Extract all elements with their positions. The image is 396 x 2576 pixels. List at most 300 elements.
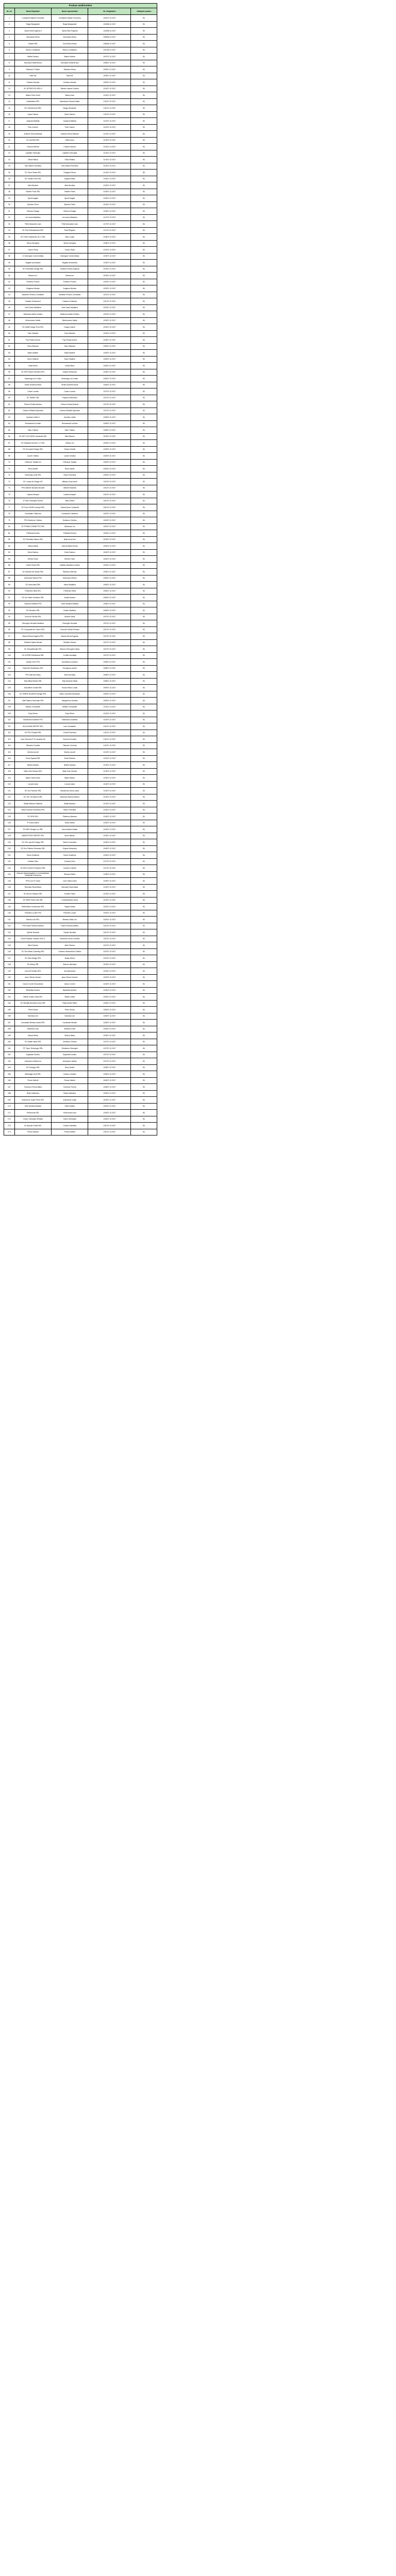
- cell-categorie: B1: [131, 755, 157, 762]
- cell-reprezentant: Fasberr Pavel: [52, 189, 88, 195]
- table-row: [4, 118, 157, 125]
- table-row: [4, 826, 157, 833]
- cell-categorie: B1: [131, 279, 157, 285]
- cell-categorie: B1: [131, 54, 157, 60]
- registry-table: [4, 3, 157, 1136]
- cell-reprezentant: Ganea Anca Constanta: [52, 504, 88, 511]
- table-row: [4, 350, 157, 357]
- table-row: [4, 92, 157, 99]
- table-row: [4, 285, 157, 292]
- cell-expositor: Lastafilu Gheorghe: [14, 150, 51, 157]
- cell-reprezentant: Oianu Laurentiu Alexandru: [52, 691, 88, 698]
- cell-expositor: SC Elit Product Solutions SRL: [14, 369, 51, 376]
- table-row: [4, 974, 157, 981]
- cell-nr: 104: [4, 678, 15, 685]
- cell-inregistrare: 1/17/07.12.2017: [88, 227, 131, 234]
- cell-categorie: B1: [131, 826, 157, 833]
- table-row: [4, 324, 157, 331]
- cell-reprezentant: Gheorghe Cornel Artista: [52, 253, 88, 260]
- cell-reprezentant: Gheorghe Nicoleta: [52, 620, 88, 627]
- cell-reprezentant: Rusu Andrei: [52, 1064, 88, 1071]
- cell-expositor: Costel Smart SRL: [14, 562, 51, 569]
- cell-expositor: Anghelat Dumitru: [14, 1052, 51, 1058]
- cell-categorie: B1: [131, 201, 157, 208]
- cell-categorie: B1: [131, 775, 157, 782]
- cell-reprezentant: Prebruncat Ionel: [52, 1110, 88, 1116]
- cell-inregistrare: 1/13/07.12.2017: [88, 144, 131, 150]
- cell-inregistrare: 1/12/07.12.2017: [88, 124, 131, 131]
- cell-reprezentant: Ghemuar Tarsala: [52, 459, 88, 466]
- cell-inregistrare: 1/12/07.12.2017: [88, 131, 131, 138]
- cell-expositor: SC Print in Afaceresc SU 1 SRL: [14, 234, 51, 241]
- cell-reprezentant: Fatu Gabriela: [52, 330, 88, 337]
- cell-nr: 86: [4, 562, 15, 569]
- cell-nr: 61: [4, 401, 15, 408]
- cell-inregistrare: 1/26/07.12.2017: [88, 1013, 131, 1020]
- table-row: [4, 47, 157, 54]
- cell-expositor: SC Chic and Art Design SRL: [14, 839, 51, 846]
- cell-nr: 105: [4, 685, 15, 691]
- cell-reprezentant: Iancu Elena Carmen: [52, 974, 88, 981]
- cell-inregistrare: 1/25/07.12.2017: [88, 1000, 131, 1007]
- cell-expositor: SC Yes You Bianca SRL: [14, 794, 51, 801]
- cell-categorie: B1: [131, 523, 157, 530]
- cell-nr: 15: [4, 105, 15, 112]
- cell-nr: 44: [4, 292, 15, 298]
- cell-categorie: B1: [131, 485, 157, 492]
- table-row: [4, 575, 157, 582]
- cell-inregistrare: 1/25/07.12.2017: [88, 994, 131, 1001]
- cell-nr: 24: [4, 163, 15, 170]
- cell-inregistrare: 1/30/07.12.2017: [88, 453, 131, 460]
- table-row: [4, 845, 157, 852]
- cell-inregistrare: 1/31/07.12.2017: [88, 485, 131, 492]
- cell-nr: 163: [4, 1058, 15, 1065]
- cell-reprezentant: Stanciu Gheorghe Liliana: [52, 646, 88, 653]
- cell-nr: 47: [4, 311, 15, 318]
- table-row: [4, 485, 157, 492]
- cell-categorie: B1: [131, 28, 157, 35]
- cell-reprezentant: Cheenu Mihaela Sperante: [52, 408, 88, 414]
- table-row: [4, 157, 157, 163]
- cell-nr: 82: [4, 536, 15, 543]
- cell-expositor: Mortorusanu Vasile: [14, 317, 51, 324]
- cell-categorie: B1: [131, 871, 157, 878]
- cell-inregistrare: 1/19/07.12.2017: [88, 266, 131, 273]
- cell-inregistrare: 1/15/07.12.2017: [88, 820, 131, 826]
- cell-categorie: B1: [131, 904, 157, 910]
- cell-reprezentant: Draginca Nicolae: [52, 285, 88, 292]
- cell-inregistrare: 1/31/07.12.2017: [88, 1129, 131, 1136]
- cell-reprezentant: Georgescu Andrei: [52, 665, 88, 672]
- cell-reprezentant: Olivia Platica: [52, 157, 88, 163]
- cell-nr: 54: [4, 356, 15, 363]
- cell-inregistrare: 1/14/07.12.2017: [88, 788, 131, 794]
- table-row: [4, 337, 157, 344]
- table-row: [4, 897, 157, 904]
- cell-categorie: B1: [131, 1007, 157, 1013]
- cell-nr: 173: [4, 1123, 15, 1129]
- cell-inregistrare: 1/16/07.12.2017: [88, 839, 131, 846]
- cell-reprezentant: Popescu Alexandru: [52, 395, 88, 401]
- table-row: [4, 247, 157, 253]
- cell-categorie: B1: [131, 1090, 157, 1097]
- cell-inregistrare: 1/16/07.12.2017: [88, 195, 131, 202]
- cell-expositor: Ghiorinag Liviuti SRL: [14, 472, 51, 479]
- cell-categorie: B1: [131, 311, 157, 318]
- cell-reprezentant: Sandu Florentina: [52, 839, 88, 846]
- cell-expositor: SC ANC Events Production SRL: [14, 865, 51, 872]
- cell-nr: 12: [4, 86, 15, 92]
- cell-nr: 109: [4, 710, 15, 717]
- cell-inregistrare: 1/27/07.12.2017: [88, 1052, 131, 1058]
- cell-expositor: Olivia Platica: [14, 157, 51, 163]
- cell-inregistrare: 1/26/07.12.2017: [88, 382, 131, 388]
- cell-inregistrare: 1/27/07.12.2017: [88, 408, 131, 414]
- cell-nr: 136: [4, 884, 15, 891]
- cell-inregistrare: 1/27/07.12.2017: [88, 401, 131, 408]
- cell-expositor: SC Dukesin Art Studio SRL: [14, 569, 51, 575]
- cell-nr: 38: [4, 253, 15, 260]
- table-row: [4, 814, 157, 820]
- cell-expositor: Stan Cristina: [14, 427, 51, 434]
- table-row: [4, 981, 157, 988]
- table-row: [4, 730, 157, 736]
- column-header-categorie: Categorie produs: [131, 8, 157, 15]
- cell-nr: 95: [4, 620, 15, 627]
- cell-categorie: B1: [131, 395, 157, 401]
- cell-expositor: IF Stan Gheorghe Dorina: [14, 498, 51, 504]
- cell-categorie: B1: [131, 195, 157, 202]
- cell-categorie: B1: [131, 1052, 157, 1058]
- cell-inregistrare: 1/19/07.12.2017: [88, 884, 131, 891]
- cell-expositor: Buscaru Maurecegatirio si Comercializare Traditional Romanesc: [14, 871, 51, 878]
- cell-categorie: B1: [131, 60, 157, 66]
- cell-expositor: Opriste Nicoleta: [14, 929, 51, 936]
- cell-categorie: B1: [131, 955, 157, 962]
- cell-inregistrare: 1/27/07.12.2017: [88, 388, 131, 395]
- cell-nr: 129: [4, 839, 15, 846]
- cell-categorie: B1: [131, 1129, 157, 1136]
- cell-reprezentant: Pribeteali Dorina: [52, 530, 88, 537]
- cell-expositor: SC Compania Art Cosmo SRL: [14, 626, 51, 633]
- cell-inregistrare: 1/09/07.12.2017: [88, 79, 131, 86]
- cell-expositor: Fasberr Food SRL: [14, 189, 51, 195]
- table-row: [4, 582, 157, 588]
- cell-reprezentant: Manea Elena Eugenia: [52, 633, 88, 640]
- cell-reprezentant: Vioel Oana Madalina: [52, 304, 88, 311]
- cell-inregistrare: 1/20/07.12.2017: [88, 279, 131, 285]
- cell-categorie: B1: [131, 717, 157, 723]
- cell-reprezentant: Cumfire Ansiadja: [52, 652, 88, 659]
- cell-inregistrare: 1/11/07.12.2017: [88, 742, 131, 749]
- cell-reprezentant: Anghel Diana: [52, 176, 88, 182]
- table-row: [4, 987, 157, 994]
- table-row: [4, 768, 157, 775]
- cell-inregistrare: 1/18/07.12.2017: [88, 240, 131, 247]
- cell-expositor: Mate Clarr Monica SRL: [14, 768, 51, 775]
- cell-expositor: Bolea Valentina: [14, 1090, 51, 1097]
- cell-expositor: PFA Valentin Nicoleta Nicolae: [14, 485, 51, 492]
- cell-expositor: SC Mondere SRL: [14, 607, 51, 614]
- cell-expositor: PFA Popa Puneuta Adriana: [14, 923, 51, 929]
- cell-reprezentant: Lastafilu Gheorghe: [52, 150, 88, 157]
- cell-categorie: B1: [131, 47, 157, 54]
- cell-expositor: Petru Sorina: [14, 1007, 51, 1013]
- table-row: [4, 749, 157, 756]
- cell-inregistrare: 1/06/07.12.2017: [88, 595, 131, 601]
- cell-expositor: Laurer Cristina: [14, 453, 51, 460]
- cell-expositor: Antonache Jorge Pedro SRL: [14, 1097, 51, 1104]
- cell-reprezentant: Tertan Andreea Elena: [52, 382, 88, 388]
- cell-categorie: B1: [131, 1097, 157, 1104]
- header-row: [4, 8, 157, 15]
- cell-nr: 121: [4, 788, 15, 794]
- cell-nr: 7: [4, 54, 15, 60]
- cell-nr: 165: [4, 1071, 15, 1078]
- cell-expositor: Cancu Paula: [14, 247, 51, 253]
- cell-expositor: Surdu Ecaterina: [14, 852, 51, 859]
- cell-reprezentant: Mocanescu Ianos Laura: [52, 788, 88, 794]
- cell-expositor: Castano Ecaterina II: [14, 298, 51, 305]
- cell-reprezentant: Cesar Lucreta: [52, 388, 88, 395]
- cell-expositor: Ardeche Elena Mihaela: [14, 131, 51, 138]
- cell-expositor: Olaf Galiano Desenatu SRL: [14, 698, 51, 704]
- table-row: [4, 1032, 157, 1039]
- cell-inregistrare: 1/18/07.12.2017: [88, 878, 131, 885]
- cell-inregistrare: 1/07/07.12.2017: [88, 646, 131, 653]
- cell-nr: 111: [4, 723, 15, 730]
- table-row: [4, 304, 157, 311]
- cell-reprezentant: Grigore Alexandra: [52, 369, 88, 376]
- cell-reprezentant: Albul Dobrea: [52, 942, 88, 949]
- cell-inregistrare: 1/21/07.12.2017: [88, 923, 131, 929]
- cell-inregistrare: 1/16/07.12.2017: [88, 845, 131, 852]
- cell-expositor: Aurelian Letitia II: [14, 414, 51, 421]
- cell-categorie: B1: [131, 124, 157, 131]
- cell-inregistrare: 1/02/07.12.2017: [88, 523, 131, 530]
- cell-reprezentant: Spurit Angela: [52, 195, 88, 202]
- table-row: [4, 601, 157, 607]
- cell-expositor: SC Porcu DINN Concept SRL: [14, 504, 51, 511]
- table-row: [4, 1020, 157, 1026]
- cell-reprezentant: Anghelat Dumitru: [52, 1052, 88, 1058]
- cell-expositor: SC GrinGrinCola SRL: [14, 105, 51, 112]
- cell-inregistrare: 1/28/07.12.2017: [88, 427, 131, 434]
- cell-categorie: B1: [131, 182, 157, 189]
- cell-expositor: Pulu Cosmin: [14, 124, 51, 131]
- cell-expositor: Acasava Matilda: [14, 118, 51, 125]
- cell-nr: 172: [4, 1116, 15, 1123]
- cell-categorie: B1: [131, 41, 157, 47]
- cell-categorie: B1: [131, 749, 157, 756]
- table-row: [4, 201, 157, 208]
- cell-nr: 36: [4, 240, 15, 247]
- cell-nr: 144: [4, 936, 15, 942]
- cell-nr: 147: [4, 955, 15, 962]
- cell-categorie: B1: [131, 994, 157, 1001]
- cell-expositor: Dinescu Dinaga: [14, 208, 51, 215]
- cell-inregistrare: 1/23/07.12.2017: [88, 961, 131, 968]
- cell-inregistrare: 1/27/07.12.2017: [88, 1045, 131, 1052]
- cell-nr: 134: [4, 871, 15, 878]
- cell-categorie: B1: [131, 543, 157, 550]
- cell-categorie: B1: [131, 582, 157, 588]
- cell-reprezentant: Morosanu Mihai Bruna: [52, 60, 88, 66]
- cell-inregistrare: 1/21/07.12.2017: [88, 292, 131, 298]
- cell-reprezentant: Morina Jucrolf: [52, 749, 88, 756]
- table-row: [4, 1007, 157, 1013]
- cell-reprezentant: Radu Andrei Mihai: [52, 1000, 88, 1007]
- cell-expositor: Wascu Panu Dorel: [14, 92, 51, 99]
- table-row: [4, 227, 157, 234]
- cell-categorie: B1: [131, 723, 157, 730]
- cell-inregistrare: 1/30/07.12.2017: [88, 1116, 131, 1123]
- cell-reprezentant: Opriste Nicoleta: [52, 929, 88, 936]
- cell-categorie: B1: [131, 98, 157, 105]
- cell-categorie: B1: [131, 917, 157, 923]
- cell-reprezentant: Wascu Ioan: [52, 92, 88, 99]
- cell-expositor: SC Hoverdale Design SRL: [14, 266, 51, 273]
- cell-inregistrare: 1/25/07.12.2017: [88, 337, 131, 344]
- cell-inregistrare: 1/31/07.12.2017: [88, 1123, 131, 1129]
- cell-categorie: B1: [131, 240, 157, 247]
- cell-reprezentant: Cracovin Mirela Floriana: [52, 626, 88, 633]
- cell-inregistrare: 1/01/07.12.2017: [88, 498, 131, 504]
- cell-inregistrare: 1/24/07.12.2017: [88, 324, 131, 331]
- cell-inregistrare: 1/27/07.12.2017: [88, 1039, 131, 1045]
- cell-inregistrare: 1/30/07.12.2017: [88, 1110, 131, 1116]
- cell-categorie: B1: [131, 1026, 157, 1032]
- cell-expositor: SC ESPREI Intellectual SRL: [14, 652, 51, 659]
- cell-nr: 16: [4, 111, 15, 118]
- cell-inregistrare: 1/24/07.12.2017: [88, 981, 131, 988]
- cell-inregistrare: 1/02/07.12.2017: [88, 15, 131, 22]
- cell-inregistrare: 1/10/07.12.2017: [88, 710, 131, 717]
- cell-reprezentant: Mihail Adeluna: [52, 801, 88, 807]
- cell-categorie: B1: [131, 1013, 157, 1020]
- cell-nr: 65: [4, 427, 15, 434]
- cell-inregistrare: 1/19/07.12.2017: [88, 897, 131, 904]
- cell-categorie: B1: [131, 118, 157, 125]
- cell-nr: 18: [4, 124, 15, 131]
- spreadsheet: [4, 0, 157, 1136]
- table-row: [4, 317, 157, 324]
- table-row: [4, 762, 157, 769]
- cell-nr: 99: [4, 646, 15, 653]
- cell-inregistrare: 1/16/07.12.2017: [88, 852, 131, 859]
- cell-reprezentant: Ciobanu Alexandrina Cristina: [52, 948, 88, 955]
- table-row: [4, 498, 157, 504]
- cell-inregistrare: 1/17/07.12.2017: [88, 865, 131, 872]
- cell-nr: 126: [4, 820, 15, 826]
- cell-categorie: B1: [131, 1123, 157, 1129]
- table-row: [4, 1103, 157, 1110]
- cell-categorie: B1: [131, 736, 157, 743]
- cell-reprezentant: Stan Cristina: [52, 427, 88, 434]
- table-row: [4, 1013, 157, 1020]
- cell-categorie: B1: [131, 1032, 157, 1039]
- cell-nr: 5: [4, 41, 15, 47]
- table-row: [4, 150, 157, 157]
- cell-expositor: Babei Cristi Ducan: [14, 775, 51, 782]
- cell-nr: 168: [4, 1090, 15, 1097]
- cell-nr: 41: [4, 273, 15, 279]
- cell-inregistrare: 1/11/07.12.2017: [88, 98, 131, 105]
- table-row: [4, 60, 157, 66]
- cell-nr: 11: [4, 79, 15, 86]
- cell-nr: 56: [4, 369, 15, 376]
- cell-reprezentant: Pangarof Elena: [52, 170, 88, 176]
- cell-categorie: B1: [131, 504, 157, 511]
- cell-categorie: B1: [131, 633, 157, 640]
- cell-nr: 164: [4, 1064, 15, 1071]
- cell-inregistrare: 1/20/07.12.2017: [88, 904, 131, 910]
- table-row: [4, 459, 157, 466]
- cell-nr: 6: [4, 47, 15, 54]
- cell-nr: 76: [4, 498, 15, 504]
- table-row: [4, 376, 157, 382]
- cell-reprezentant: Berbecu Radu Ion: [52, 917, 88, 923]
- cell-reprezentant: Lalarea Amayet: [52, 492, 88, 498]
- cell-nr: 58: [4, 382, 15, 388]
- cell-nr: 116: [4, 755, 15, 762]
- cell-inregistrare: 1/14/07.12.2017: [88, 794, 131, 801]
- cell-expositor: ABAPA PROD IMPORT SRL: [14, 833, 51, 839]
- cell-reprezentant: Ianos Marian Adrian: [52, 826, 88, 833]
- cell-categorie: B1: [131, 440, 157, 447]
- table-row: [4, 672, 157, 679]
- cell-reprezentant: Cracium Mircea: [52, 144, 88, 150]
- cell-expositor: SC Golden Flow SRL: [14, 176, 51, 182]
- cell-reprezentant: Slavuteanu Eduard Sabin: [52, 98, 88, 105]
- table-row: [4, 1097, 157, 1104]
- table-row: [4, 878, 157, 885]
- cell-nr: 53: [4, 350, 15, 357]
- cell-inregistrare: 1/07/07.12.2017: [88, 633, 131, 640]
- cell-categorie: B1: [131, 150, 157, 157]
- cell-categorie: B1: [131, 556, 157, 563]
- cell-reprezentant: Ciolou Gheorghe: [52, 1116, 88, 1123]
- cell-expositor: SC Amide Ideas SRL: [14, 1039, 51, 1045]
- cell-nr: 103: [4, 672, 15, 679]
- cell-reprezentant: Alba Nicoleta: [52, 182, 88, 189]
- cell-inregistrare: 1/14/07.12.2017: [88, 170, 131, 176]
- cell-inregistrare: 1/14/07.12.2017: [88, 781, 131, 788]
- cell-categorie: B1: [131, 1110, 157, 1116]
- cell-inregistrare: 1/14/07.12.2017: [88, 163, 131, 170]
- cell-nr: 17: [4, 118, 15, 125]
- cell-categorie: B1: [131, 324, 157, 331]
- cell-nr: 137: [4, 891, 15, 897]
- cell-nr: 9: [4, 66, 15, 73]
- cell-nr: 51: [4, 337, 15, 344]
- cell-nr: 171: [4, 1110, 15, 1116]
- cell-inregistrare: 1/15/07.12.2017: [88, 814, 131, 820]
- cell-nr: 88: [4, 575, 15, 582]
- table-row: [4, 343, 157, 350]
- cell-expositor: SC NITRATOCA SRL-D: [14, 86, 51, 92]
- cell-nr: 1: [4, 15, 15, 22]
- cell-nr: 155: [4, 1007, 15, 1013]
- cell-expositor: Tatmariu Cornelia: [14, 742, 51, 749]
- cell-categorie: B1: [131, 433, 157, 440]
- cell-inregistrare: 1/03/07.12.2017: [88, 530, 131, 537]
- cell-inregistrare: 1/28/07.12.2017: [88, 414, 131, 421]
- cell-inregistrare: 1/28/07.12.2017: [88, 420, 131, 427]
- cell-nr: 46: [4, 304, 15, 311]
- table-row: [4, 1064, 157, 1071]
